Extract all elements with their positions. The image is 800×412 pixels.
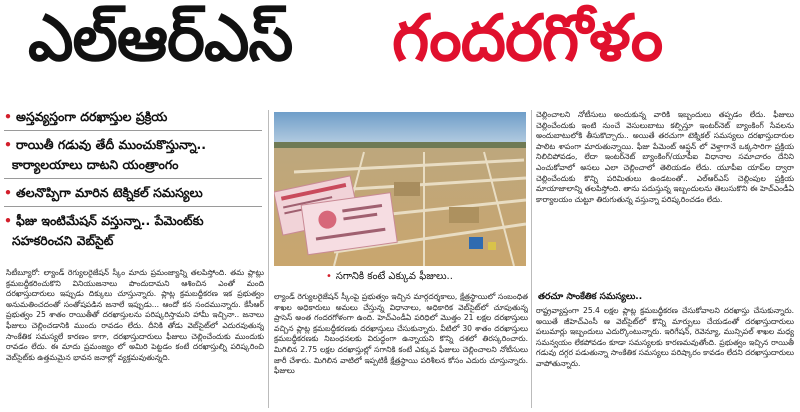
section-subhead: తరచూ సాంకేతిక సమస్యలు.. <box>538 292 643 302</box>
bullet-dot-icon: • <box>4 109 12 124</box>
bullet-dot-icon: • <box>4 137 12 152</box>
bullet-list <box>0 106 268 266</box>
divider <box>4 178 262 179</box>
article-column-left <box>6 268 264 408</box>
article-text: చెల్లించాలని నోటీసులు అందుకున్న వారికి ఇబ్బందులు తప్పడం లేదు. ఫీజులు చెల్లించేందుకు ఇంటి నుంచే వెసులుబాటు కల్పిస్తూ ఇంటర్‌నెట్‌ బ్యాంకింగ్‌ సేవలను అందుబాటులోకి తీసుకొచ్చారు.. అయితే తరచుగా టెక్నికల్‌ సమస్యలు దరఖాస్తుదారుల పాలిట శాపంగా మారుతున్నాయి. ఫీజు పేమెంట్‌ ఆప్షన్‌ లో వెళ్తాగానే ఒక్కసారిగా ప్రక్రియ నిలిచిపోవడం, లేదా ఇంటర్‌నెట్‌ బ్యాంకింగ్‌/యూపీఐ విధానాల సమాచారం దేనిని ఎంచుకోవాలో అసలు ఎలా చెల్లించాలో తెలియడం లేదు. యూపీఐ యాప్‌ల ద్వారా చెల్లించేందుకు కొన్ని పరిమితులు ఉండటంతో.. ఎల్‌ఆర్‌ఎస్‌ చెల్లింపుల ప్రక్రియ మాయాజాలాన్ని తలపిస్తోంది. తాను పదుస్తున్న ఇబ్బందులను తెలుసుకొని ఈ హెచ్‌ఎండీఏ కార్యాలయం చుట్టూ తిరుగుతున్న వస్తున్నా పరిష్కరించడం లేదు. <box>536 110 794 204</box>
article-column-right <box>536 110 794 288</box>
article-text: రాష్ట్రవ్యాప్తంగా 25.4 లక్షల ప్లాట్ల క్రమబద్ధీకరణ చేసుకోవాలని దరఖాస్తు చేసుకున్నారు. అయితే జీహెచ్‌ఎంసీ ఆ వెబ్‌సైట్‌లో కొన్ని మార్పులు చేయడంతో దరఖాస్తుదారులు పలుమార్లు ఇబ్బందులు ఎదుర్కొంటున్నారు. ఇరిగేషన్‌, రెవెన్యూ, మున్సిపల్‌ శాఖల మధ్య సమన్వయం లేకపోవడం కూడా సమస్యలకు కారణమవుతోంది. ప్రభుత్వం ఇచ్చిన రాయితీ గడువు దగ్గర పడుతున్నా సాంకేతిక సమస్యలు పరిష్కారం కావడం లేదని దరఖాస్తుదారులు వాపోతున్నారు. <box>536 306 794 368</box>
headline-part2: గందరగోళం <box>392 2 663 76</box>
article-text: సిటీబ్యూరో: ల్యాండ్‌ రెగ్యులరైజేషన్‌ స్కీం మాదు ప్రమంజ్యాన్ని తలపిస్తోంది. తమ ప్లాట్లు క్రమబద్దీకరించుకొని వినియుజనాలు పొందుదామని ఆశించిన ఎంతో మంది దరఖాస్తుదారులు ఇప్పుడు దిక్కులు చూస్తున్నారు. ప్లాట్ల క్రమబద్దీకరణ ఇక ప్రభుత్వం అనుమతించదంతో సంతోషపడిన జనాలే ఇప్పుడు... ఆందో కన సందమున్నారు. కేసీఆర్‌ ప్రభుత్వం 25 శాతం రాయితీతో దరఖాస్తులను పరిష్కరిస్తామని హామీ ఇచ్చినా.. జనాలు ఫీజులు చెల్లించడానికి ముందు రావడం లేదు. దీనికి తోడు వెబ్‌సైట్‌లో ఎదురవుతున్న సాంకేతిక సమస్యలే కారణం కాగా, దరఖాస్తుదారులు ఫీజులు చెల్లించేందుకు ముందుకు రావడం లేదు. ఈ మాదు ప్రమంజ్యం లో అమిరి పెట్టడం కంటే దరఖాస్తుల్ని పరిష్కరించి వెబ్‌సైట్‌కు ఉత్తమమైన భావన జనాల్లో వ్యక్తమవుతున్నది. <box>6 268 264 362</box>
bullet-dot-icon: • <box>4 213 12 228</box>
bullet-dot-icon: • <box>326 271 332 282</box>
plots-and-receipts-image <box>274 112 526 266</box>
divider <box>4 130 262 131</box>
bullet-item <box>4 136 206 153</box>
bullet-text: కార్యాలయాలు దాటని యంత్రాంగం <box>12 157 179 172</box>
news-photo <box>274 112 526 266</box>
bullet-item <box>4 184 203 201</box>
photo-caption <box>326 270 453 284</box>
bullet-dot-icon: • <box>4 185 12 200</box>
caption-text: సగానికి కంటే ఎక్కువ ఫీజులు.. <box>335 271 453 282</box>
article-text: ల్యాండ్‌ రెగ్యులరైజేషన్‌ స్కీంపై ప్రభుత్వం ఇచ్చిన మార్గదర్శకాలు, క్షేత్రస్థాయిలో సంబంధిత శాఖల అధికారులు అమలు చేస్తున్న విధానాలు, అధికారిక వెబ్‌సైట్‌లో చూపుతున్న ప్రాసెస్‌ అంత గందరగోళంగా ఉంది. హెచ్‌ఎండీఏ పరిధిలో మొత్తం 21 లక్షల దరఖాస్తులు వచ్చిన ప్లాట్ల క్రమబద్ధీకరణకు దరఖాస్తులు చేసుకున్నారు. వీటిలో 30 శాతం దరఖాస్తులు క్రమబద్ధీకరణకు నిబంధనలకు విరుద్ధంగా ఉన్నాయని కొన్ని దశలో తిరస్కరించారు. మిగిలిన 2.75 లక్షల దరఖాస్తుల్లో సగానికి కంటే ఎక్కువ ఫీజులు చెల్లించాలని నోటీసులు జారీ చేశారు. మిగిలిన వాటిలో ఇప్పటికీ క్షేత్రస్థాయి పరిశీలన కోసం ఎదురు చూస్తున్నారు. ఫీజులు <box>274 292 528 376</box>
bullet-item <box>4 108 167 125</box>
bullet-text: అస్తవ్యస్తంగా దరఖాస్తుల ప్రక్రియ <box>16 109 168 124</box>
column-divider <box>268 110 269 408</box>
column-divider <box>531 110 532 408</box>
divider <box>4 206 262 207</box>
headline-part1: ఎల్‌ఆర్‌ఎస్ <box>28 2 293 76</box>
bullet-text: రాయితీ గడువు తేదీ ముంచుకొస్తున్నా.. <box>16 137 207 152</box>
bullet-text: సహకరించని వెబ్‌సైట్‌ <box>12 233 114 248</box>
bullet-text: ఫీజు ఇంటిమేషన్‌ వస్తున్నా.. పేమెంట్‌కు <box>16 213 204 228</box>
bullet-item-continuation <box>12 232 113 249</box>
article-column-middle <box>274 292 528 408</box>
bullet-item-continuation <box>12 156 178 173</box>
bullet-text: తలనొప్పిగా మారిన టెక్నికల్‌ సమస్యలు <box>16 185 203 200</box>
headline <box>0 0 800 106</box>
article-column-right-lower <box>536 306 794 408</box>
bullet-item <box>4 212 204 229</box>
